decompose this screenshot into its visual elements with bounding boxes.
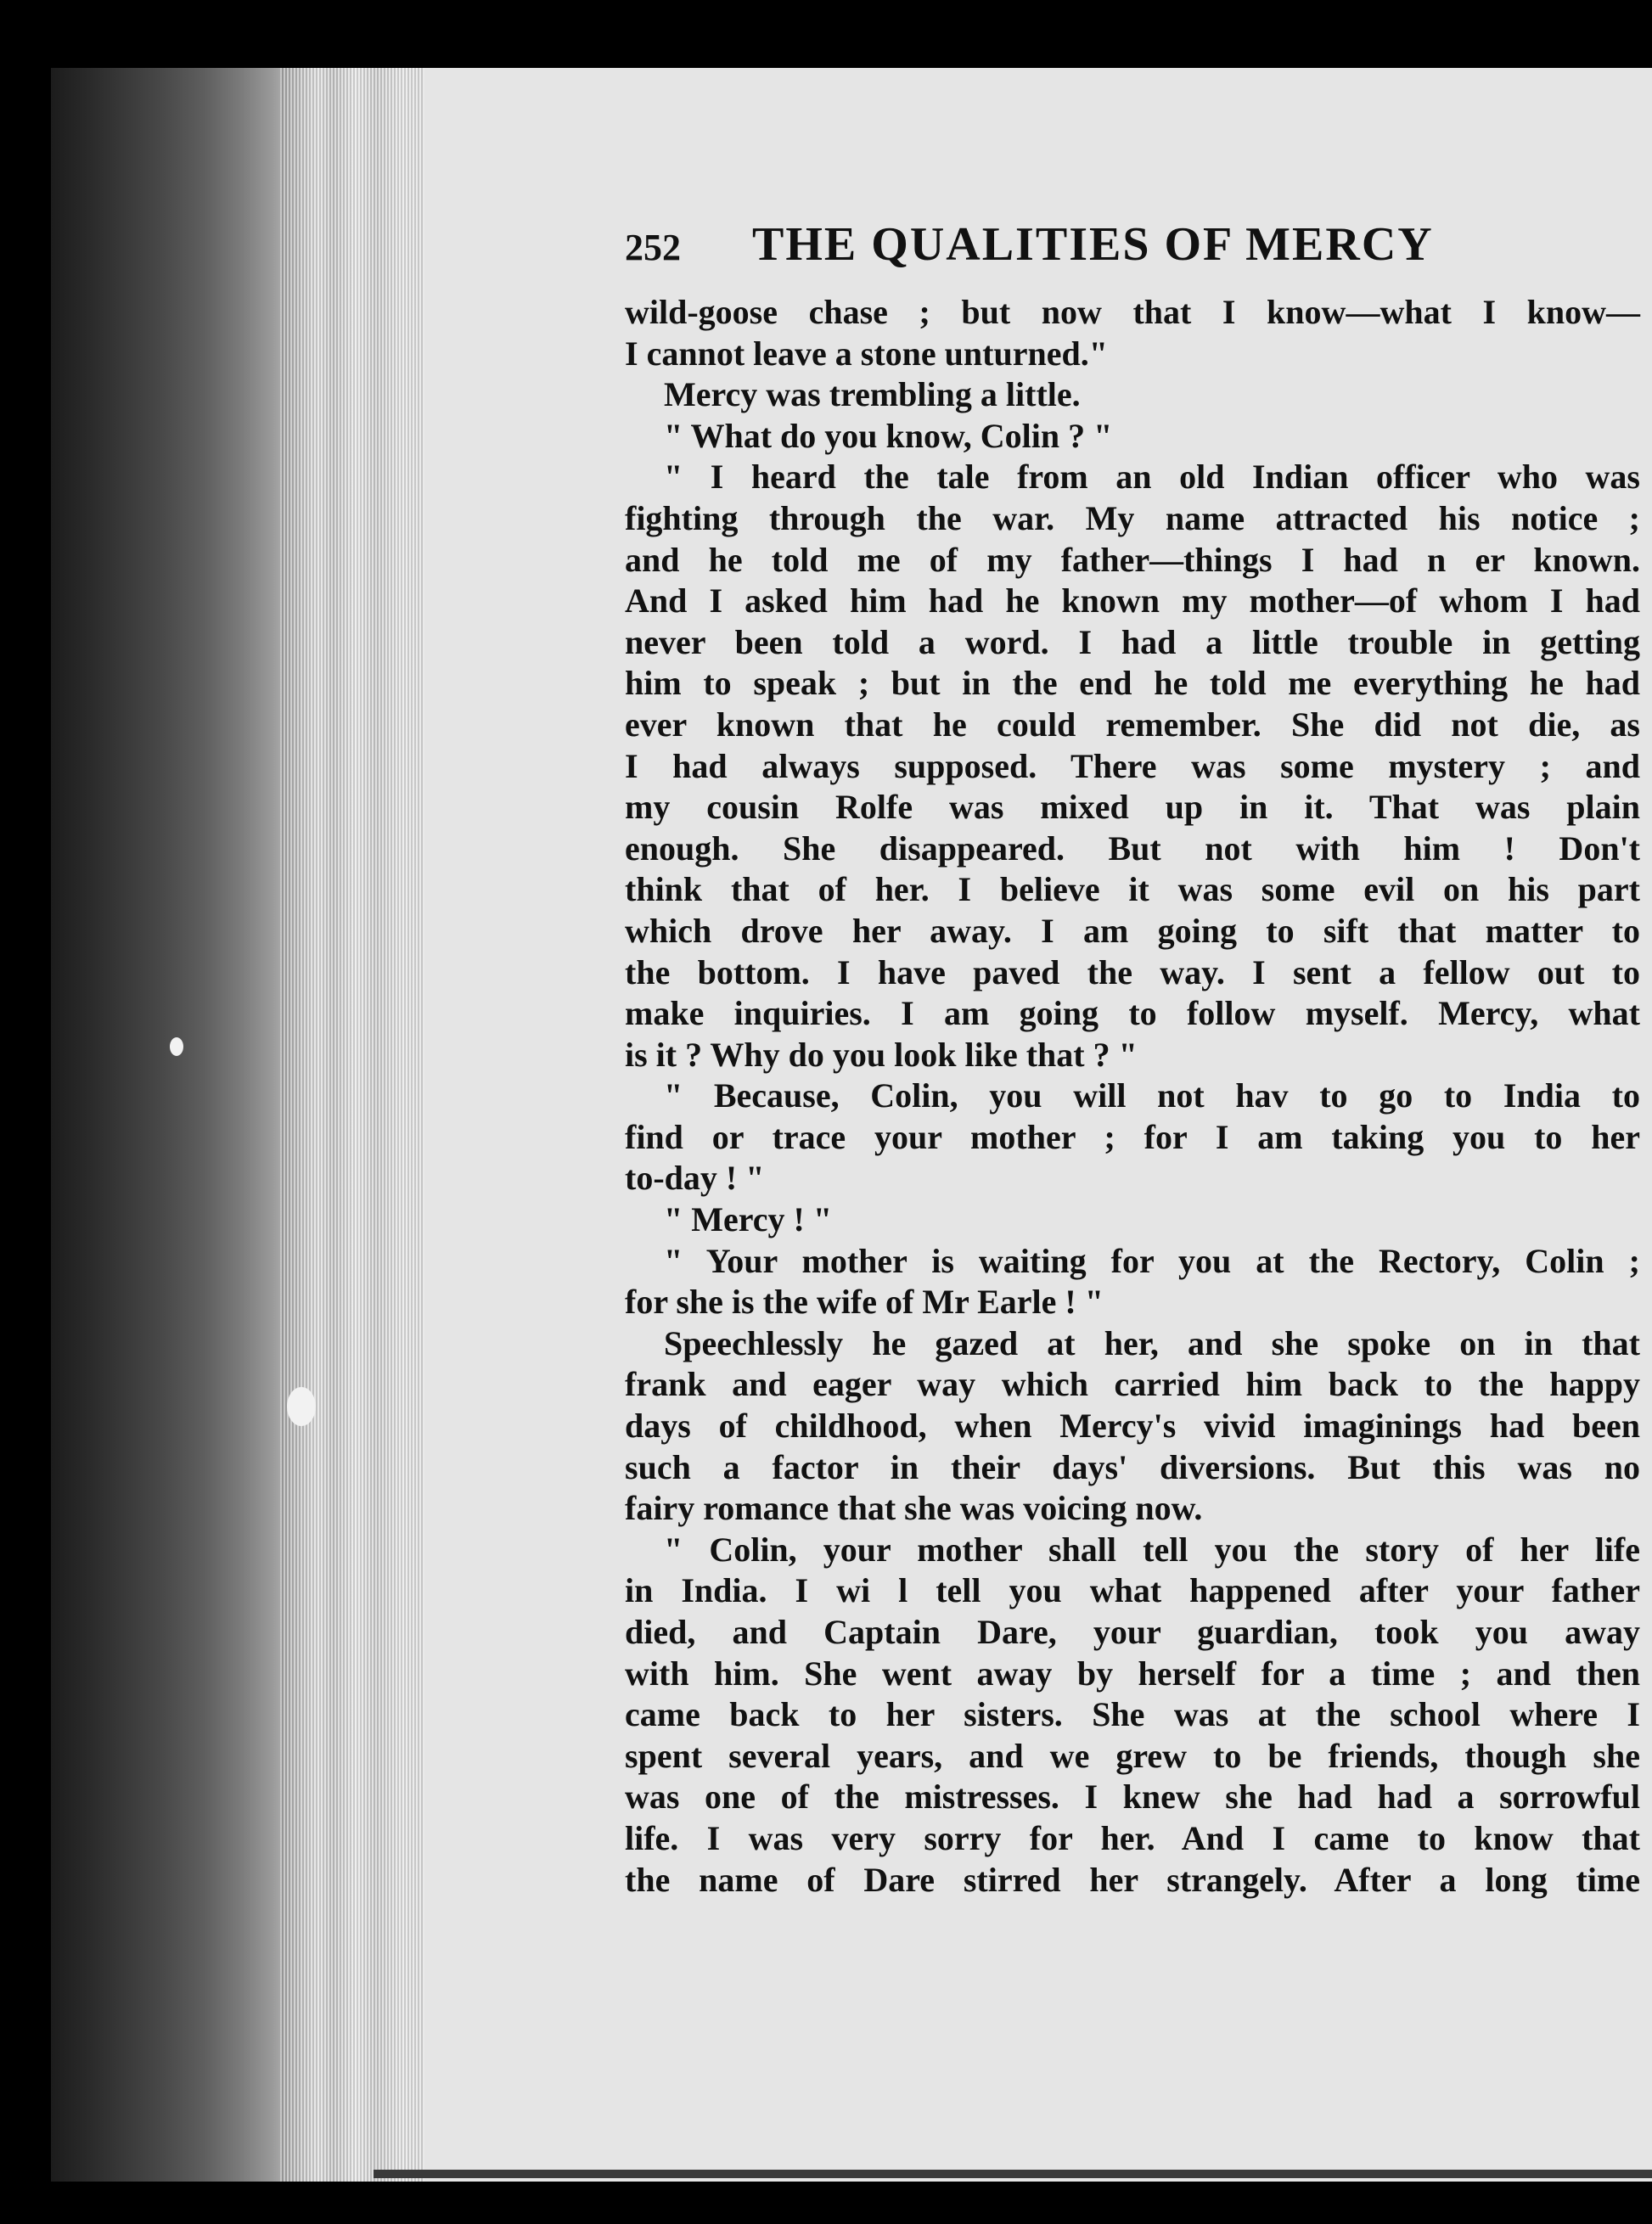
running-title: THE QUALITIES OF MERCY — [752, 218, 1434, 271]
text-line: life. I was very sorry for her. And I came to know that — [625, 1818, 1640, 1857]
text-line: was one of the mistresses. I knew she had had a sorrowful — [625, 1778, 1640, 1817]
text-line: my cousin Rolfe was mixed up in it. That was plain — [625, 788, 1640, 827]
text-line: him to speak ; but in the end he told me everything he had — [625, 664, 1640, 703]
text-line: make inquiries. I am going to follow myself. Mercy, what — [625, 994, 1640, 1033]
text-line: frank and eager way which carried him back to the happy — [625, 1365, 1640, 1404]
text-line: to-day ! " — [625, 1159, 765, 1198]
text-line: " Your mother is waiting for you at the Rectory, Colin ; — [664, 1241, 1640, 1280]
text-line: is it ? Why do you look like that ? " — [625, 1035, 1138, 1074]
text-line: wild-goose chase ; but now that I know—what I know— — [625, 293, 1640, 331]
text-line: And I asked him had he known my mother—of whom I had — [625, 581, 1640, 621]
text-line: spent several years, and we grew to be friends, though she — [625, 1736, 1640, 1775]
text-line: fairy romance that she was voicing now. — [625, 1489, 1203, 1528]
text-line: find or trace your mother ; for I am taking you to her — [625, 1117, 1640, 1156]
text-line: such a factor in their days' diversions. But this was no — [625, 1447, 1640, 1486]
text-line: in India. I wi l tell you what happened after your father — [625, 1571, 1640, 1610]
scan-blemish — [170, 1037, 183, 1056]
text-line: died, and Captain Dare, your guardian, took you away — [625, 1613, 1640, 1651]
page-edges — [280, 68, 433, 2182]
page-bottom-edge — [374, 2170, 1652, 2178]
text-line: never been told a word. I had a little trouble in getting — [625, 622, 1640, 661]
text-line: for she is the wife of Mr Earle ! " — [625, 1283, 1104, 1322]
scan-blemish — [287, 1387, 316, 1426]
page-number: 252 — [625, 227, 681, 268]
text-line: I cannot leave a stone unturned." — [625, 334, 1108, 373]
text-line: I had always supposed. There was some mystery ; and — [625, 746, 1640, 785]
text-line: with him. She went away by herself for a time ; and then — [625, 1654, 1640, 1693]
text-line: the bottom. I have paved the way. I sent a fellow out to — [625, 952, 1640, 991]
text-line: " What do you know, Colin ? " — [664, 416, 1113, 455]
text-line: ever known that he could remember. She did not die, as — [625, 705, 1640, 744]
text-line: came back to her sisters. She was at the school where I — [625, 1695, 1640, 1734]
text-line: which drove her away. I am going to sift that matter to — [625, 911, 1640, 950]
text-line: Mercy was trembling a little. — [664, 375, 1081, 414]
text-line: Speechlessly he gazed at her, and she spoke on in that — [664, 1323, 1640, 1362]
text-line: and he told me of my father—things I had n er known. — [625, 540, 1640, 579]
text-line: " Mercy ! " — [664, 1200, 833, 1239]
text-line: days of childhood, when Mercy's vivid imaginings had been — [625, 1407, 1640, 1446]
body-text — [625, 292, 1640, 1901]
page-text — [625, 217, 1640, 1901]
text-line: think that of her. I believe it was some evil on his part — [625, 870, 1640, 909]
text-line: fighting through the war. My name attracted his notice ; — [625, 498, 1640, 537]
text-line: " Because, Colin, you will not hav to go to India to — [664, 1076, 1640, 1115]
page-header — [625, 217, 1640, 285]
text-line: " Colin, your mother shall tell you the story of her life — [664, 1530, 1640, 1569]
text-line: enough. She disappeared. But not with him ! Don't — [625, 828, 1640, 868]
text-line: the name of Dare stirred her strangely. After a long time — [625, 1860, 1640, 1899]
text-line: " I heard the tale from an old Indian officer who was — [664, 458, 1640, 497]
